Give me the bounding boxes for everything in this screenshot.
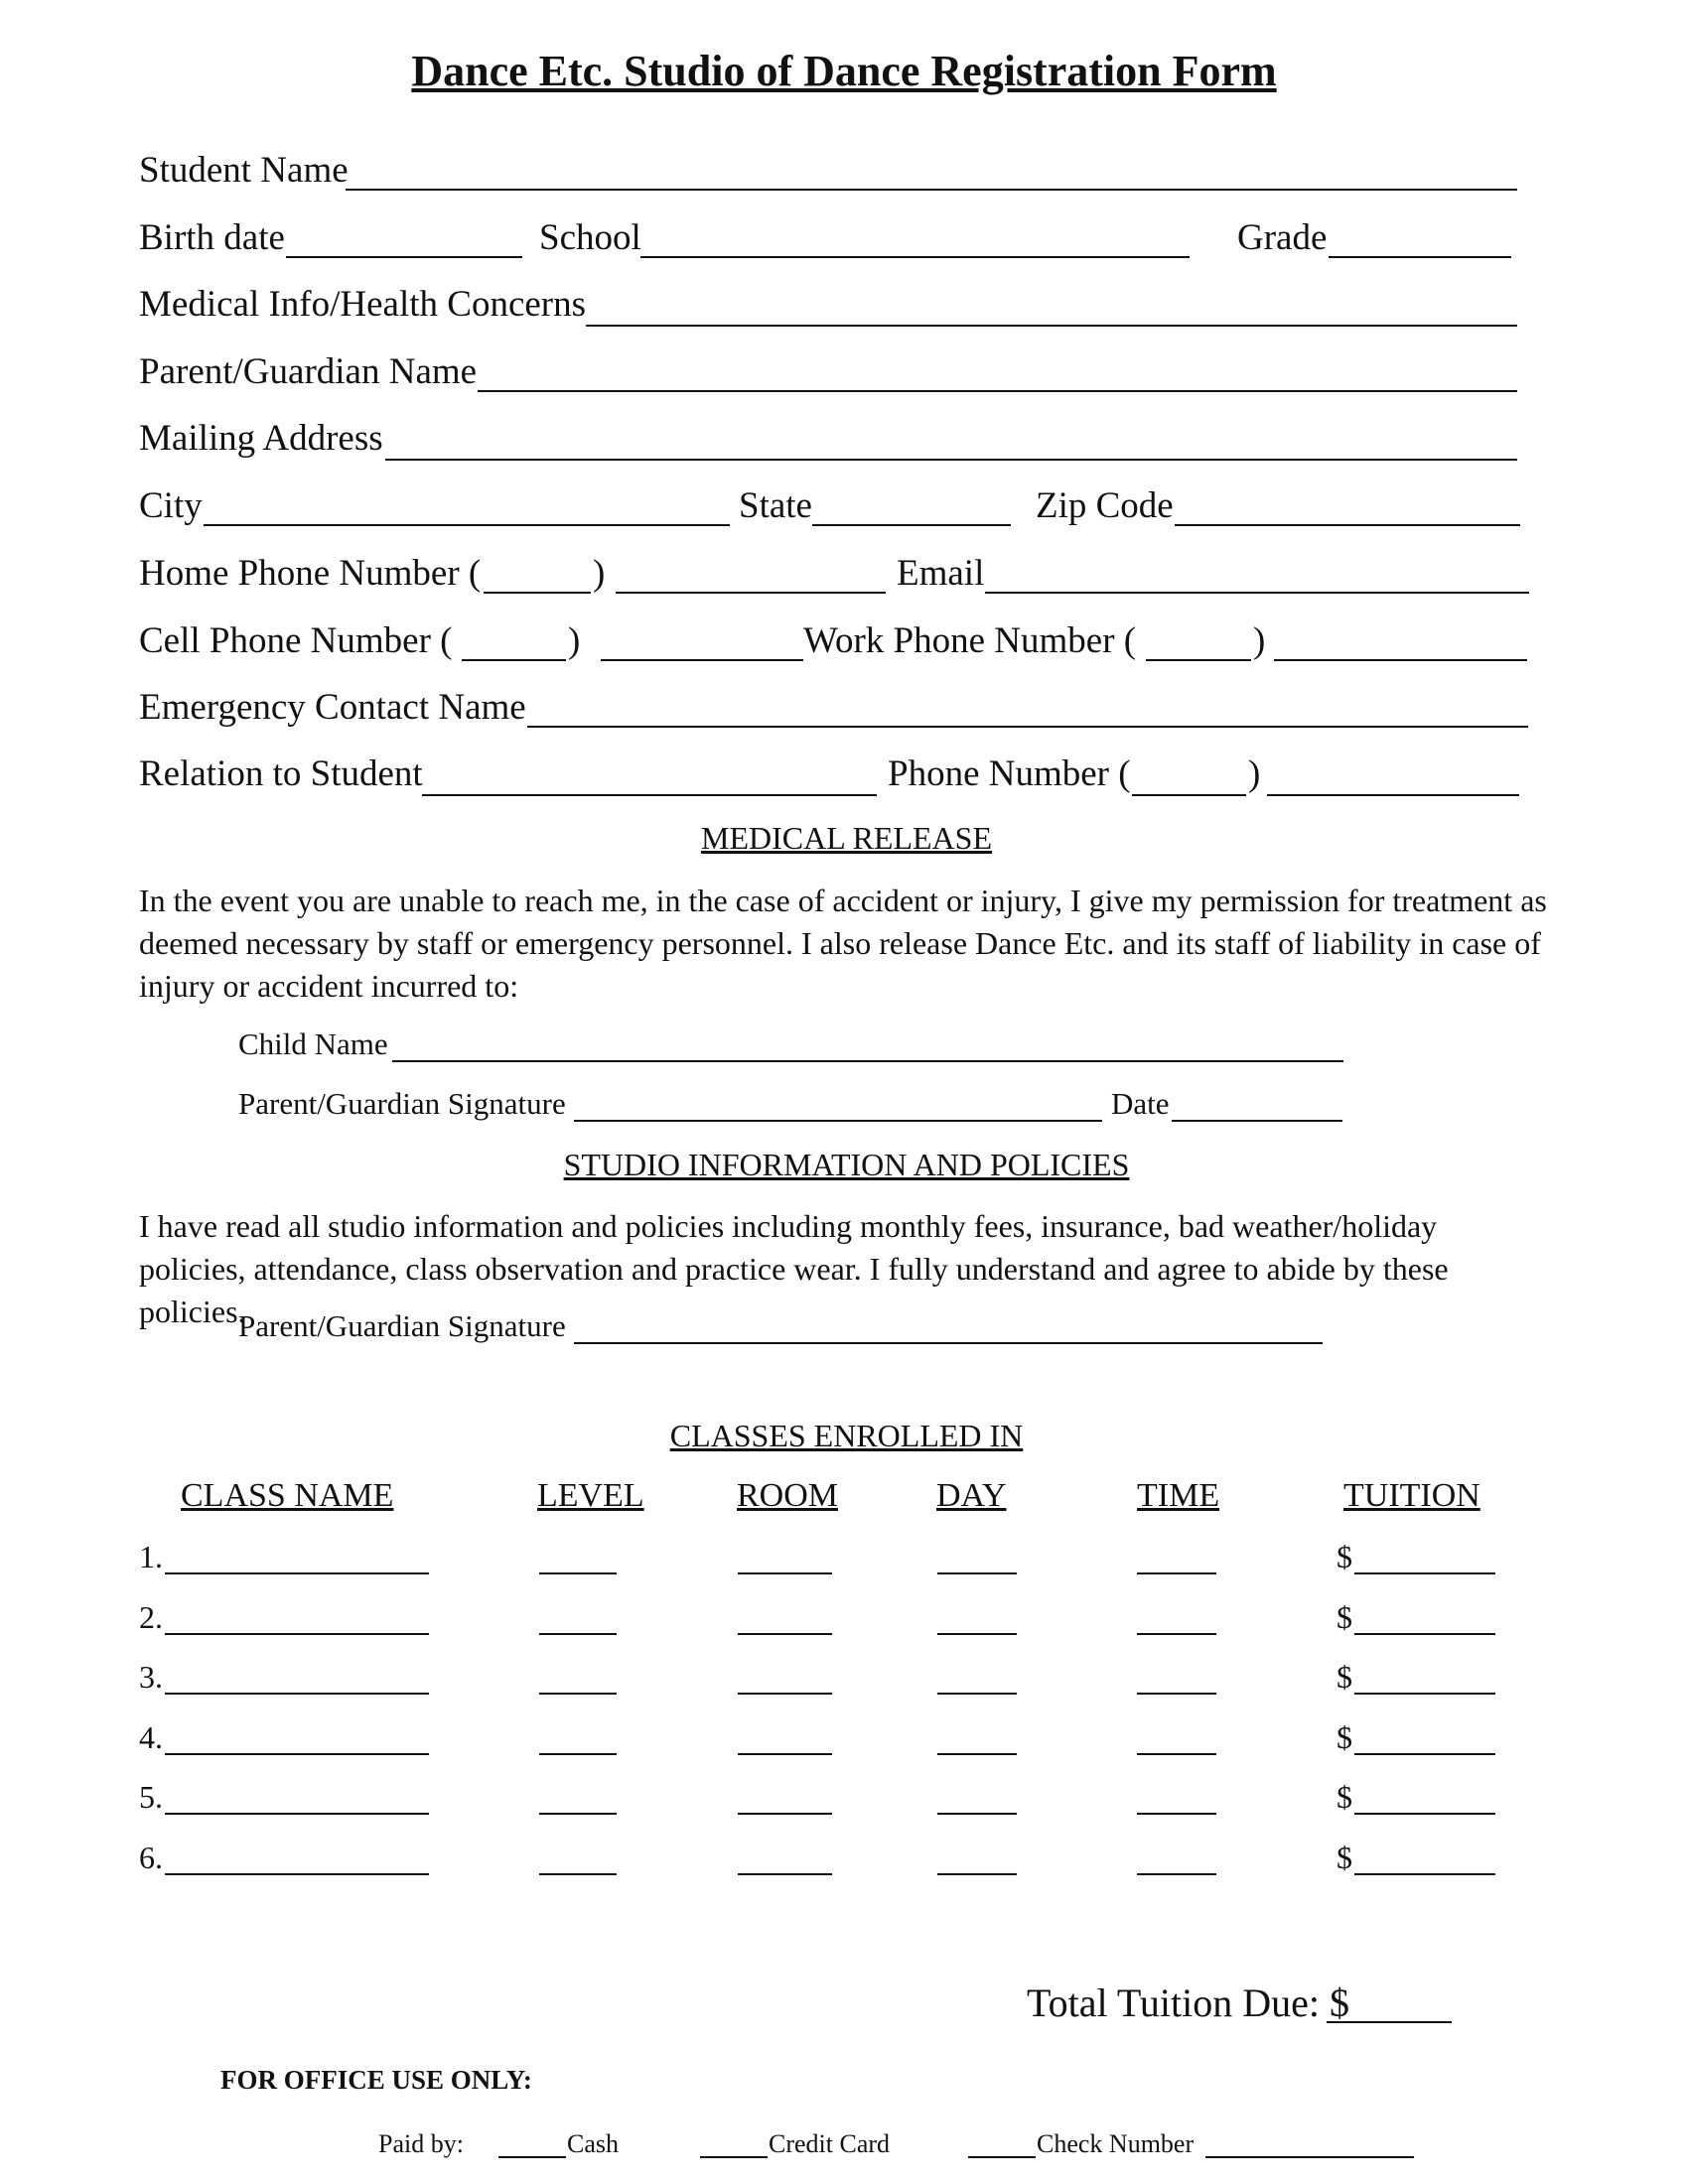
- class-name-field[interactable]: [165, 1633, 429, 1635]
- medical-signature-field[interactable]: [574, 1120, 1102, 1122]
- tuition-currency: $: [1336, 1539, 1352, 1574]
- child-name-label: Child Name: [238, 1026, 388, 1061]
- check-field[interactable]: [968, 2156, 1036, 2158]
- state-label: State: [739, 485, 812, 526]
- tuition-currency: $: [1336, 1659, 1352, 1695]
- phone-number-close-paren: ): [1248, 753, 1261, 794]
- tuition-field[interactable]: [1354, 1753, 1495, 1755]
- time-field[interactable]: [1137, 1693, 1216, 1695]
- mailing-address-field[interactable]: [385, 459, 1517, 461]
- medical-info-field[interactable]: [586, 325, 1517, 327]
- policies-signature-label: Parent/Guardian Signature: [238, 1308, 566, 1343]
- email-field[interactable]: [985, 592, 1529, 594]
- level-field[interactable]: [539, 1693, 617, 1695]
- day-field[interactable]: [937, 1693, 1017, 1695]
- policies-heading: STUDIO INFORMATION AND POLICIES: [563, 1147, 1130, 1182]
- parent-name-label: Parent/Guardian Name: [139, 351, 478, 392]
- work-phone-close-paren: ): [1253, 620, 1266, 661]
- grade-field[interactable]: [1329, 256, 1511, 258]
- phone-number-area-field[interactable]: [1132, 794, 1246, 796]
- class-row-number: 3.: [139, 1659, 163, 1695]
- emergency-contact-field[interactable]: [527, 726, 1528, 728]
- emergency-contact-label: Emergency Contact Name: [139, 687, 526, 728]
- home-phone-label: Home Phone Number (: [139, 553, 482, 594]
- cell-phone-area-field[interactable]: [462, 659, 566, 661]
- class-name-field[interactable]: [165, 1693, 429, 1695]
- state-field[interactable]: [812, 524, 1011, 526]
- column-tuition: TUITION: [1343, 1477, 1480, 1514]
- relation-label: Relation to Student: [139, 753, 423, 794]
- home-phone-close-paren: ): [593, 553, 606, 594]
- home-phone-area-field[interactable]: [484, 592, 591, 594]
- class-name-field[interactable]: [165, 1572, 429, 1574]
- level-field[interactable]: [539, 1572, 617, 1574]
- room-field[interactable]: [738, 1693, 832, 1695]
- mailing-address-label: Mailing Address: [139, 418, 383, 459]
- class-row-number: 5.: [139, 1779, 163, 1815]
- day-field[interactable]: [937, 1753, 1017, 1755]
- column-time: TIME: [1137, 1477, 1220, 1514]
- room-field[interactable]: [738, 1633, 832, 1635]
- time-field[interactable]: [1137, 1572, 1216, 1574]
- school-label: School: [539, 217, 641, 258]
- room-field[interactable]: [738, 1873, 832, 1875]
- work-phone-label: Work Phone Number (: [803, 620, 1137, 661]
- work-phone-field[interactable]: [1274, 659, 1527, 661]
- tuition-field[interactable]: [1354, 1873, 1495, 1875]
- zip-code-label: Zip Code: [1036, 485, 1174, 526]
- birth-date-field[interactable]: [286, 256, 522, 258]
- phone-number-label: Phone Number (: [888, 753, 1131, 794]
- room-field[interactable]: [738, 1753, 832, 1755]
- child-name-field[interactable]: [392, 1060, 1343, 1062]
- credit-card-label: Credit Card: [769, 2129, 891, 2158]
- room-field[interactable]: [738, 1572, 832, 1574]
- class-name-field[interactable]: [165, 1873, 429, 1875]
- column-level: LEVEL: [537, 1477, 644, 1514]
- tuition-currency: $: [1336, 1840, 1352, 1875]
- level-field[interactable]: [539, 1873, 617, 1875]
- paid-by-label: Paid by:: [378, 2129, 464, 2158]
- work-phone-area-field[interactable]: [1146, 659, 1251, 661]
- day-field[interactable]: [937, 1813, 1017, 1815]
- day-field[interactable]: [937, 1633, 1017, 1635]
- class-row-number: 6.: [139, 1840, 163, 1875]
- cell-phone-label: Cell Phone Number (: [139, 620, 453, 661]
- level-field[interactable]: [539, 1813, 617, 1815]
- birth-date-label: Birth date: [139, 217, 285, 258]
- page-title: Dance Etc. Studio of Dance Registration Form: [411, 47, 1277, 95]
- cash-field[interactable]: [498, 2156, 566, 2158]
- tuition-field[interactable]: [1354, 1693, 1495, 1695]
- total-tuition-label: Total Tuition Due: $: [1027, 1980, 1350, 2025]
- tuition-currency: $: [1336, 1599, 1352, 1635]
- tuition-currency: $: [1336, 1719, 1352, 1755]
- column-day: DAY: [936, 1477, 1007, 1514]
- room-field[interactable]: [738, 1813, 832, 1815]
- zip-code-field[interactable]: [1175, 524, 1520, 526]
- office-use-heading: FOR OFFICE USE ONLY:: [220, 2065, 532, 2095]
- check-number-field[interactable]: [1205, 2156, 1414, 2158]
- medical-info-label: Medical Info/Health Concerns: [139, 284, 587, 325]
- level-field[interactable]: [539, 1753, 617, 1755]
- medical-release-heading: MEDICAL RELEASE: [700, 820, 992, 856]
- time-field[interactable]: [1137, 1753, 1216, 1755]
- student-name-label: Student Name: [139, 150, 349, 191]
- class-name-field[interactable]: [165, 1753, 429, 1755]
- policies-text: I have read all studio information and policies including monthly fees, insurance, bad weather/holiday policies, attendance, class observation and practice wear. I fully understand and agree to abide by these policies.: [139, 1208, 1449, 1329]
- class-name-field[interactable]: [165, 1813, 429, 1815]
- policies-signature-field[interactable]: [574, 1342, 1323, 1344]
- medical-date-field[interactable]: [1172, 1120, 1342, 1122]
- tuition-field[interactable]: [1354, 1633, 1495, 1635]
- relation-field[interactable]: [422, 794, 877, 796]
- grade-label: Grade: [1237, 217, 1328, 258]
- cell-phone-close-paren: ): [568, 620, 581, 661]
- check-number-label: Check Number: [1037, 2129, 1195, 2158]
- total-tuition-field[interactable]: [1327, 2021, 1452, 2023]
- time-field[interactable]: [1137, 1633, 1216, 1635]
- column-room: ROOM: [737, 1477, 839, 1514]
- day-field[interactable]: [937, 1873, 1017, 1875]
- medical-signature-label: Parent/Guardian Signature: [238, 1086, 566, 1121]
- email-label: Email: [897, 553, 985, 594]
- classes-heading: CLASSES ENROLLED IN: [669, 1418, 1024, 1453]
- class-row-number: 2.: [139, 1599, 163, 1635]
- level-field[interactable]: [539, 1633, 617, 1635]
- city-label: City: [139, 485, 203, 526]
- school-field[interactable]: [640, 256, 1190, 258]
- time-field[interactable]: [1137, 1813, 1216, 1815]
- medical-release-text: In the event you are unable to reach me, in the case of accident or injury, I give my permission for treatment as deemed necessary by staff or emergency personnel. I also release Dance Etc. and its staff of liability in case of injury or accident incurred to:: [139, 883, 1547, 1004]
- student-name-field[interactable]: [346, 189, 1517, 191]
- home-phone-field[interactable]: [616, 592, 886, 594]
- parent-name-field[interactable]: [478, 390, 1517, 392]
- cash-label: Cash: [567, 2129, 619, 2158]
- tuition-currency: $: [1336, 1779, 1352, 1815]
- column-class-name: CLASS NAME: [181, 1477, 394, 1514]
- phone-number-field[interactable]: [1267, 794, 1519, 796]
- tuition-field[interactable]: [1354, 1813, 1495, 1815]
- cell-phone-field[interactable]: [601, 659, 803, 661]
- time-field[interactable]: [1137, 1873, 1216, 1875]
- credit-card-field[interactable]: [700, 2156, 768, 2158]
- day-field[interactable]: [937, 1572, 1017, 1574]
- class-row-number: 4.: [139, 1719, 163, 1755]
- tuition-field[interactable]: [1354, 1572, 1495, 1574]
- medical-date-label: Date: [1111, 1086, 1170, 1121]
- class-row-number: 1.: [139, 1539, 163, 1574]
- city-field[interactable]: [204, 524, 730, 526]
